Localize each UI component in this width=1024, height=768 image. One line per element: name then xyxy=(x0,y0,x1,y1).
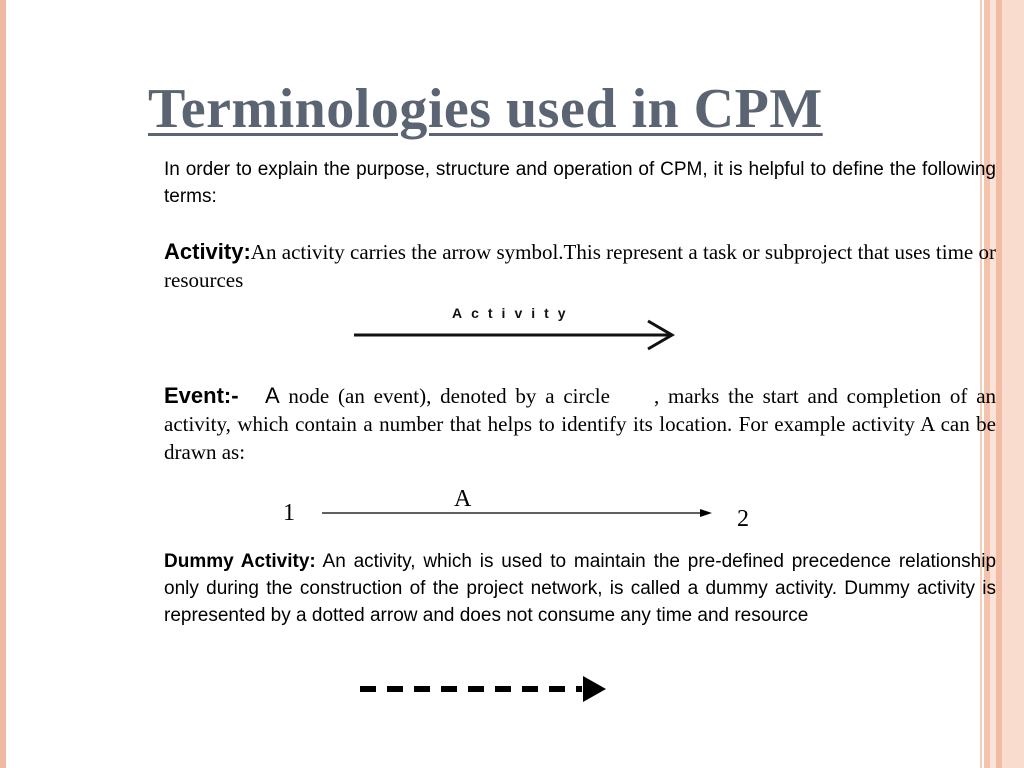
example-activity-arrow xyxy=(322,509,712,517)
event-text-start: A xyxy=(264,383,280,408)
intro-paragraph: In order to explain the purpose, structure and operation of CPM, it is helpful to define the following terms: xyxy=(164,159,996,207)
dummy-dotted-arrow xyxy=(360,676,606,702)
activity-text: An activity carries the arrow symbol.This represent a task or subproject that uses time or resources xyxy=(164,240,996,292)
activity-arrow xyxy=(354,321,672,349)
start-node-label: 1 xyxy=(283,500,295,526)
event-text-end: , marks the start and completion of an activity, which contain a number that helps to identify its location. For example activity A can be drawn as: xyxy=(164,384,997,464)
slide-title: Terminologies used in CPM xyxy=(148,78,823,140)
activity-term: Activity: xyxy=(164,239,251,264)
dummy-term: Dummy Activity: xyxy=(164,551,316,572)
event-text-mid: node (an event), denoted by a circle xyxy=(279,384,610,408)
example-activity-label: A xyxy=(454,486,472,512)
end-node-label: 2 xyxy=(737,506,749,532)
dummy-text: An activity, which is used to maintain the pre-defined precedence relationship only during the construction of the project network, is called a dummy activity. Dummy activity is represented by a dotted arrow and does not consume any time and resource xyxy=(164,551,997,626)
activity-arrow-label: Activity xyxy=(452,305,575,321)
event-term: Event:- xyxy=(164,383,239,408)
